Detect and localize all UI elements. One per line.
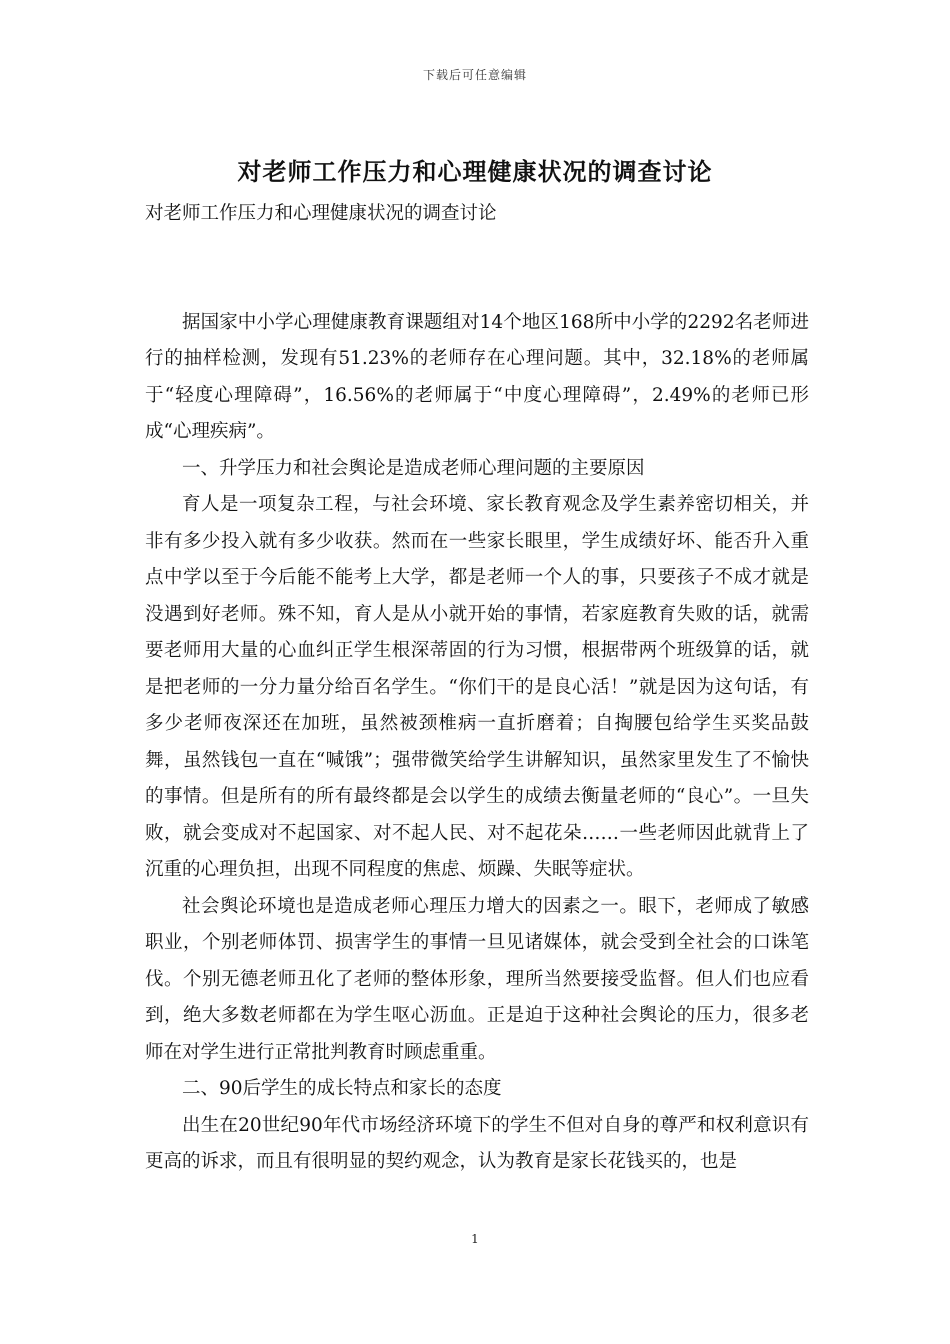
page-number: 1 bbox=[471, 1232, 479, 1246]
document-subtitle: 对老师工作压力和心理健康状况的调查讨论 bbox=[145, 203, 497, 224]
paragraph-education-pressure: 育人是一项复杂工程，与社会环境、家长教育观念及学生素养密切相关，并非有多少投入就有多少收获。然而在一些家长眼里，学生成绩好坏、能否升入重点中学以至于今后能不能考上大学，都是老师一个人的事，只要孩子不成才就是没遇到好老师。殊不知，育人是从小就开始的事情，若家庭教育失败的话，就需要老师用大量的心血纠正学生根深蒂固的行为习惯，根据带两个班级算的话，就是把老师的一分力量分给百名学生。“你们干的是良心活！”就是因为这句话，有多少老师夜深还在加班，虽然被颈椎病一直折磨着；自掏腰包给学生买奖品鼓舞，虽然钱包一直在“喊饿”；强带微笑给学生讲解知识，虽然家里发生了不愉快的事情。但是所有的所有最终都是会以学生的成绩去衡量老师的“良心”。一旦失败，就会变成对不起国家、对不起人民、对不起花朵……一些老师因此就背上了沉重的心理负担，出现不同程度的焦虑、烦躁、失眠等症状。 bbox=[145, 494, 809, 880]
paragraph-post90-students: 出生在20世纪90年代市场经济环境下的学生不但对自身的尊严和权利意识有更高的诉求，而且有很明显的契约观念，认为教育是家长花钱买的，也是 bbox=[145, 1114, 809, 1172]
header-note: 下载后可任意编辑 bbox=[422, 68, 527, 82]
section-heading-1: 一、升学压力和社会舆论是造成老师心理问题的主要原因 bbox=[182, 457, 645, 479]
paragraph-survey-stats: 据国家中小学心理健康教育课题组对14个地区168所中小学的2292名老师进行的抽样检测，发现有51.23%的老师存在心理问题。其中，32.18%的老师属于“轻度心理障碍”，16.56%的老师属于“中度心理障碍”，2.49%的老师已形成“心理疾病”。 bbox=[145, 311, 809, 442]
document-body bbox=[145, 196, 809, 1181]
document-title: 对老师工作压力和心理健康状况的调查讨论 bbox=[237, 157, 713, 186]
section-heading-2: 二、90后学生的成长特点和家长的态度 bbox=[182, 1078, 502, 1099]
paragraph-public-opinion: 社会舆论环境也是造成老师心理压力增大的因素之一。眼下，老师成了敏感职业，个别老师体罚、损害学生的事情一旦见诸媒体，就会受到全社会的口诛笔伐。个别无德老师丑化了老师的整体形象，理所当然要接受监督。但人们也应看到，绝大多数老师都在为学生呕心沥血。正是迫于这种社会舆论的压力，很多老师在对学生进行正常批判教育时顾虑重重。 bbox=[145, 895, 809, 1063]
